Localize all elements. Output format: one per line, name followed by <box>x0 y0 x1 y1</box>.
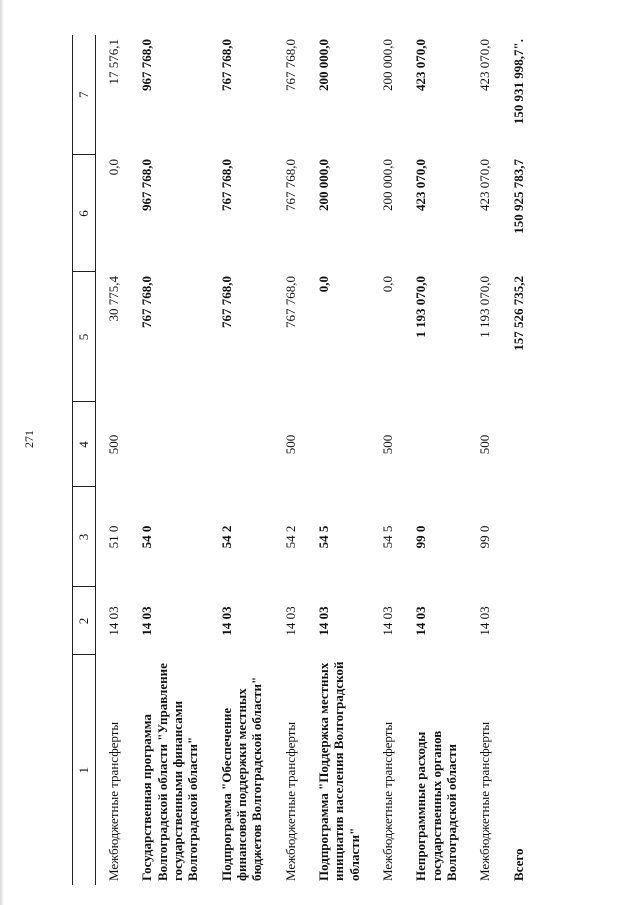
row-amount-6: 767 768,0 <box>282 159 298 211</box>
page-number: 271 <box>22 430 36 448</box>
row-section-code: 14 03 <box>379 606 395 636</box>
total-row <box>501 35 534 885</box>
row-name: Непрограммные расходы государственных органов Волгоградской области <box>413 730 459 881</box>
row-section-code: 14 03 <box>218 606 234 636</box>
row-amount-5: 30 775,4 <box>106 276 121 322</box>
row-amount-6: 423 070,0 <box>413 159 429 211</box>
row-amount-6: 200 000,0 <box>315 159 331 211</box>
row-name: Межбюджетные трансферты <box>282 721 298 881</box>
row-amount-5: 767 768,0 <box>282 276 298 328</box>
row-name: Межбюджетные трансферты <box>477 721 493 881</box>
row-amount-5: 767 768,0 <box>218 276 234 328</box>
row-amount-7: 200 000,0 <box>315 39 331 91</box>
header-col-4: 4 <box>73 402 96 487</box>
header-col-2: 2 <box>73 587 96 655</box>
total-empty-2 <box>501 587 534 655</box>
scan-edge-shadow <box>0 0 4 905</box>
row-name: Межбюджетные трансферты <box>379 721 395 881</box>
row-expense-type <box>129 402 208 487</box>
row-program-code: 54 0 <box>139 525 155 549</box>
row-expense-type <box>209 402 273 487</box>
row-amount-6: 200 000,0 <box>379 159 395 211</box>
header-col-3: 3 <box>73 487 96 587</box>
row-program-code: 54 5 <box>379 525 395 549</box>
total-amount-7: 150 931 998,7". <box>510 39 526 125</box>
row-name: Государственная программа Волгоградской области "Управление государственными финансами Волгоградской области" <box>139 663 201 881</box>
row-section-code: 14 03 <box>106 606 121 636</box>
row-program-code: 54 2 <box>218 525 234 549</box>
row-amount-5: 1 193 070,0 <box>477 276 493 338</box>
total-amount-5: 157 526 735,2 <box>510 276 526 351</box>
table-row <box>96 35 130 885</box>
row-name: Подпрограмма "Обеспечение финансовой поддержки местных бюджетов Волгоградской области" <box>218 676 265 881</box>
row-amount-7: 423 070,0 <box>413 39 429 91</box>
header-col-7: 7 <box>73 35 96 155</box>
header-col-1: 1 <box>73 655 96 885</box>
row-amount-7: 767 768,0 <box>282 39 298 91</box>
row-amount-7: 967 768,0 <box>139 39 155 91</box>
row-amount-5: 1 193 070,0 <box>413 276 429 338</box>
table-header-row <box>73 35 96 885</box>
row-amount-6: 423 070,0 <box>477 159 493 211</box>
row-amount-6: 0,0 <box>106 159 121 176</box>
row-program-code: 51 0 <box>106 525 121 549</box>
total-empty-4 <box>501 402 534 487</box>
row-amount-6: 967 768,0 <box>139 159 155 211</box>
row-section-code: 14 03 <box>315 606 331 636</box>
rotated-page-content <box>72 35 602 885</box>
row-program-code: 99 0 <box>413 525 429 549</box>
header-col-5: 5 <box>73 272 96 402</box>
table-row <box>403 35 467 885</box>
row-amount-7: 423 070,0 <box>477 39 493 91</box>
table-row <box>467 35 500 885</box>
row-amount-5: 0,0 <box>315 276 331 293</box>
row-name: Межбюджетные трансферты <box>106 721 121 881</box>
row-amount-7: 767 768,0 <box>218 39 234 91</box>
row-expense-type <box>403 402 467 487</box>
total-label: Всего <box>510 848 526 881</box>
row-amount-6: 767 768,0 <box>218 159 234 211</box>
table-row <box>306 35 370 885</box>
table-row <box>129 35 208 885</box>
table-row <box>209 35 273 885</box>
row-section-code: 14 03 <box>413 606 429 636</box>
row-section-code: 14 03 <box>477 606 493 636</box>
row-amount-7: 17 576,1 <box>106 39 121 85</box>
row-section-code: 14 03 <box>139 606 155 636</box>
header-col-6: 6 <box>73 155 96 272</box>
total-empty-3 <box>501 487 534 587</box>
row-section-code: 14 03 <box>282 606 298 636</box>
table-row <box>273 35 306 885</box>
row-program-code: 54 2 <box>282 525 298 549</box>
row-amount-5: 767 768,0 <box>139 276 155 328</box>
budget-table <box>72 35 534 885</box>
row-expense-type: 500 <box>379 434 395 455</box>
total-amount-6: 150 925 783,7 <box>510 159 526 234</box>
row-expense-type: 500 <box>282 434 298 455</box>
row-expense-type: 500 <box>106 434 121 455</box>
row-program-code: 54 5 <box>315 525 331 549</box>
row-amount-5: 0,0 <box>379 276 395 293</box>
row-name: Подпрограмма "Поддержка местных инициатив населения Волгоградской области" <box>315 661 362 881</box>
row-amount-7: 200 000,0 <box>379 39 395 91</box>
row-program-code: 99 0 <box>477 525 493 549</box>
row-expense-type: 500 <box>477 434 493 455</box>
table-row <box>370 35 403 885</box>
row-expense-type <box>306 402 370 487</box>
